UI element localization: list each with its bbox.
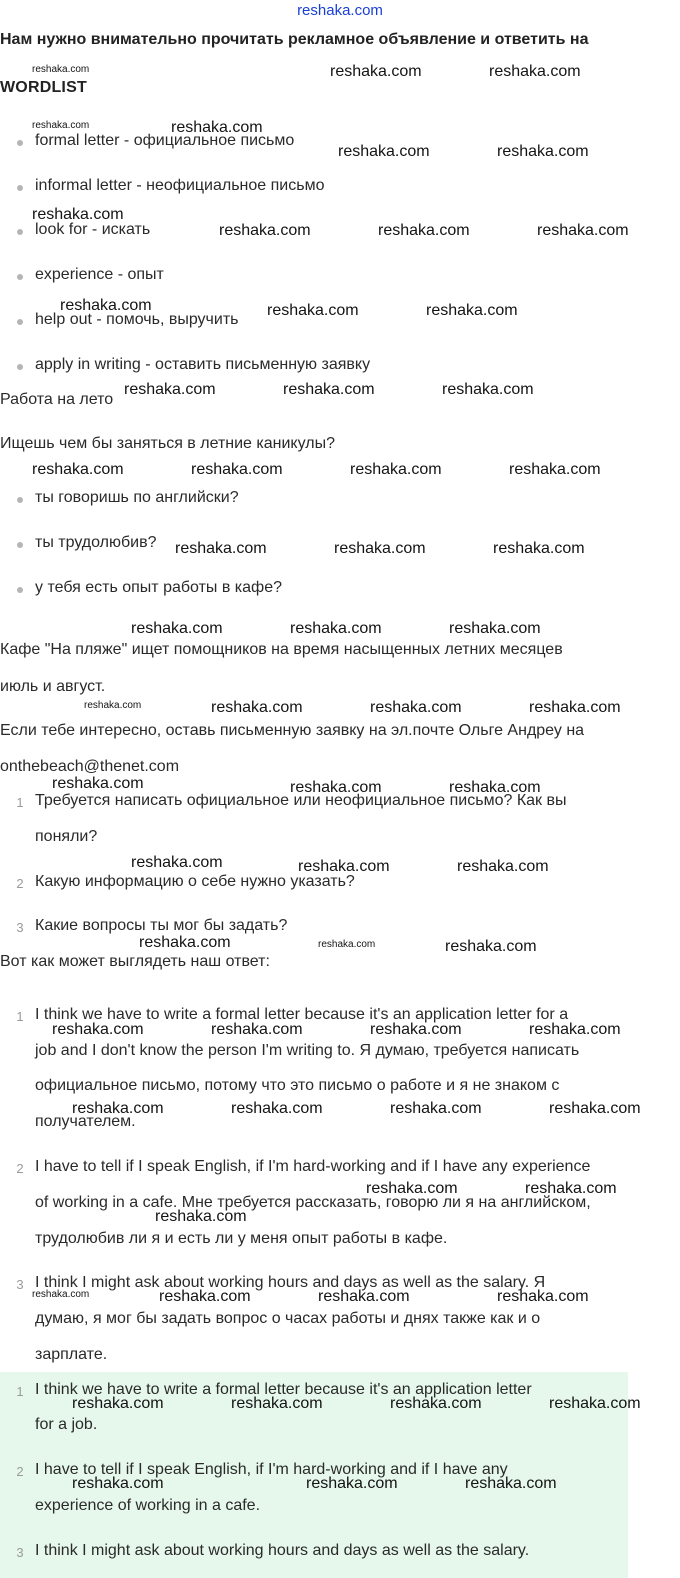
watermark: reshaka.com xyxy=(497,143,589,160)
question-line: Какие вопросы ты мог бы задать? xyxy=(35,917,288,934)
watermark: reshaka.com xyxy=(267,302,359,319)
bullet-dot xyxy=(17,587,23,593)
ad-title: Работа на лето xyxy=(0,391,114,408)
watermark: reshaka.com xyxy=(449,620,541,637)
watermark: reshaka.com xyxy=(290,620,382,637)
bullet-dot xyxy=(17,274,23,280)
watermark: reshaka.com xyxy=(298,858,390,875)
ad-question: Ищешь чем бы заняться в летние каникулы? xyxy=(0,435,335,452)
watermark: reshaka.com xyxy=(131,620,223,637)
watermark: reshaka.com xyxy=(489,63,581,80)
watermark: reshaka.com xyxy=(72,1100,164,1117)
watermark: reshaka.com xyxy=(32,1289,90,1300)
wordlist-item: experience - опыт xyxy=(35,266,164,283)
ad-body-line: июль и август. xyxy=(0,678,106,695)
watermark: reshaka.com xyxy=(366,1180,458,1197)
watermark: reshaka.com xyxy=(231,1395,323,1412)
wordlist-item: help out - помочь, выручить xyxy=(35,311,239,328)
watermark: reshaka.com xyxy=(338,143,430,160)
watermark: reshaka.com xyxy=(370,1021,462,1038)
watermark: reshaka.com xyxy=(171,119,263,136)
watermark: reshaka.com xyxy=(52,1021,144,1038)
bullet-dot xyxy=(17,229,23,235)
answer-line: I think I might ask about working hours and days as well as the salary. Я xyxy=(35,1274,546,1291)
question-line: Требуется написать официальное или неофициальное письмо? Как вы xyxy=(35,792,567,809)
watermark: reshaka.com xyxy=(449,779,541,796)
watermark: reshaka.com xyxy=(60,297,152,314)
watermark: reshaka.com xyxy=(32,206,124,223)
watermark: reshaka.com xyxy=(191,461,283,478)
question-number: 2 xyxy=(16,876,24,891)
watermark: reshaka.com xyxy=(219,222,311,239)
watermark: reshaka.com xyxy=(32,120,90,131)
answer-line: I have to tell if I speak English, if I'm hard-working and if I have any experience xyxy=(35,1158,591,1175)
watermark: reshaka.com xyxy=(529,699,621,716)
bullet-dot xyxy=(17,319,23,325)
watermark: reshaka.com xyxy=(549,1395,641,1412)
ad-body-line: Кафе "На пляже" ищет помощников на время насыщенных летних месяцев xyxy=(0,641,563,658)
watermark: reshaka.com xyxy=(318,939,376,950)
watermark: reshaka.com xyxy=(426,302,518,319)
bullet-dot xyxy=(17,364,23,370)
watermark: reshaka.com xyxy=(390,1395,482,1412)
answer-number: 3 xyxy=(16,1277,24,1292)
watermark: reshaka.com xyxy=(72,1475,164,1492)
final-answer-line: I have to tell if I speak English, if I'm hard-working and if I have any xyxy=(35,1461,508,1478)
answer-number: 2 xyxy=(16,1161,24,1176)
question-line: Какую информацию о себе нужно указать? xyxy=(35,873,355,890)
question-number: 1 xyxy=(16,795,24,810)
watermark: reshaka.com xyxy=(52,775,144,792)
site-header-link[interactable]: reshaka.com xyxy=(297,2,383,19)
watermark: reshaka.com xyxy=(525,1180,617,1197)
watermark: reshaka.com xyxy=(124,381,216,398)
watermark: reshaka.com xyxy=(211,699,303,716)
watermark: reshaka.com xyxy=(497,1288,589,1305)
watermark: reshaka.com xyxy=(32,64,90,75)
watermark: reshaka.com xyxy=(334,540,426,557)
watermark: reshaka.com xyxy=(390,1100,482,1117)
answer-number: 1 xyxy=(16,1009,24,1024)
watermark: reshaka.com xyxy=(155,1208,247,1225)
wordlist-item: formal letter - официальное письмо xyxy=(35,132,295,149)
watermark: reshaka.com xyxy=(131,854,223,871)
watermark: reshaka.com xyxy=(442,381,534,398)
answer-line: думаю, я мог бы задать вопрос о часах работы и днях также как и о xyxy=(35,1310,541,1327)
final-answer-number: 3 xyxy=(16,1545,24,1560)
wordlist-item: look for - искать xyxy=(35,221,151,238)
bullet-dot xyxy=(17,140,23,146)
bullet-dot xyxy=(17,542,23,548)
watermark: reshaka.com xyxy=(290,779,382,796)
final-answer-number: 1 xyxy=(16,1384,24,1399)
question-line: поняли? xyxy=(35,828,98,845)
wordlist-item: informal letter - неофициальное письмо xyxy=(35,177,325,194)
answer-line: трудолюбив ли я и есть ли у меня опыт работы в кафе. xyxy=(35,1230,448,1247)
ad-body-line: Если тебе интересно, оставь письменную заявку на эл.почте Ольге Андреу на xyxy=(0,722,585,739)
answer-line: официальное письмо, потому что это письмо о работе и я не знаком с xyxy=(35,1077,560,1094)
watermark: reshaka.com xyxy=(457,858,549,875)
watermark: reshaka.com xyxy=(493,540,585,557)
intro-text: Нам нужно внимательно прочитать рекламное объявление и ответить на xyxy=(0,31,589,48)
bullet-dot xyxy=(17,497,23,503)
watermark: reshaka.com xyxy=(378,222,470,239)
final-answer-line: I think I might ask about working hours and days as well as the salary. xyxy=(35,1542,530,1559)
final-answer-line: for a job. xyxy=(35,1416,98,1433)
watermark: reshaka.com xyxy=(231,1100,323,1117)
answer-line: of working in a cafe. Мне требуется рассказать, говорю ли я на английском, xyxy=(35,1194,591,1211)
watermark: reshaka.com xyxy=(211,1021,303,1038)
watermark: reshaka.com xyxy=(529,1021,621,1038)
watermark: reshaka.com xyxy=(350,461,442,478)
watermark: reshaka.com xyxy=(549,1100,641,1117)
answer-line: зарплате. xyxy=(35,1346,108,1363)
wordlist-title: WORDLIST xyxy=(0,79,87,96)
final-answer-line: I think we have to write a formal letter because it's an application letter xyxy=(35,1381,532,1398)
watermark: reshaka.com xyxy=(306,1475,398,1492)
watermark: reshaka.com xyxy=(330,63,422,80)
final-answer-number: 2 xyxy=(16,1464,24,1479)
watermark: reshaka.com xyxy=(84,700,142,711)
watermark: reshaka.com xyxy=(175,540,267,557)
watermark: reshaka.com xyxy=(445,938,537,955)
final-answer-line: experience of working in a cafe. xyxy=(35,1497,261,1514)
watermark: reshaka.com xyxy=(318,1288,410,1305)
answer-intro: Вот как может выглядеть наш ответ: xyxy=(0,953,270,970)
ad-bullet: ты трудолюбив? xyxy=(35,534,157,551)
answer-line: I think we have to write a formal letter because it's an application letter for a xyxy=(35,1006,569,1023)
answer-line: job and I don't know the person I'm writing to. Я думаю, требуется написать xyxy=(35,1042,580,1059)
watermark: reshaka.com xyxy=(159,1288,251,1305)
wordlist-item: apply in writing - оставить письменную заявку xyxy=(35,356,371,373)
answer-line: получателем. xyxy=(35,1113,136,1130)
watermark: reshaka.com xyxy=(72,1395,164,1412)
watermark: reshaka.com xyxy=(32,461,124,478)
ad-bullet: у тебя есть опыт работы в кафе? xyxy=(35,579,283,596)
watermark: reshaka.com xyxy=(370,699,462,716)
bullet-dot xyxy=(17,185,23,191)
watermark: reshaka.com xyxy=(283,381,375,398)
ad-bullet: ты говоришь по английски? xyxy=(35,489,239,506)
ad-email: onthebeach@thenet.com xyxy=(0,758,180,775)
watermark: reshaka.com xyxy=(537,222,629,239)
question-number: 3 xyxy=(16,920,24,935)
watermark: reshaka.com xyxy=(509,461,601,478)
watermark: reshaka.com xyxy=(139,934,231,951)
watermark: reshaka.com xyxy=(465,1475,557,1492)
